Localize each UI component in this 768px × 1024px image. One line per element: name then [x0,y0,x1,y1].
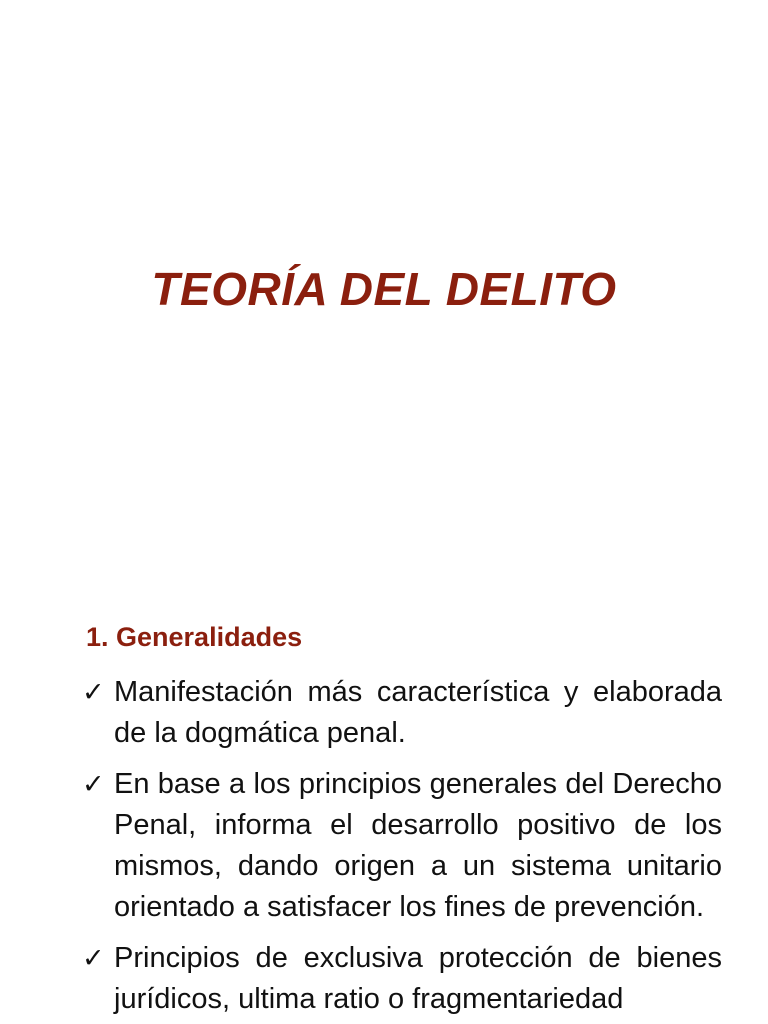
bullet-item [82,764,722,928]
bullet-text: En base a los principios generales del Derecho Penal, informa el desarrollo positivo de los mismos, dando origen a un sistema unitario orientado a satisfacer los fines de prevención. [114,768,722,923]
bullet-item [82,938,722,1020]
section-heading: 1. Generalidades [86,622,303,652]
checkmark-icon: ✓ [82,677,105,708]
bullet-text: Principios de exclusiva protección de bienes jurídicos, ultima ratio o fragmentariedad [114,942,722,1015]
checkmark-icon: ✓ [82,769,105,800]
slide-title: TEORÍA DEL DELITO [151,263,617,315]
content-slide [0,600,768,1024]
bullet-item [82,672,722,754]
checkmark-icon: ✓ [82,943,105,974]
bullet-text: Manifestación más característica y elaborada de la dogmática penal. [114,676,722,749]
bullet-list [82,672,722,1024]
